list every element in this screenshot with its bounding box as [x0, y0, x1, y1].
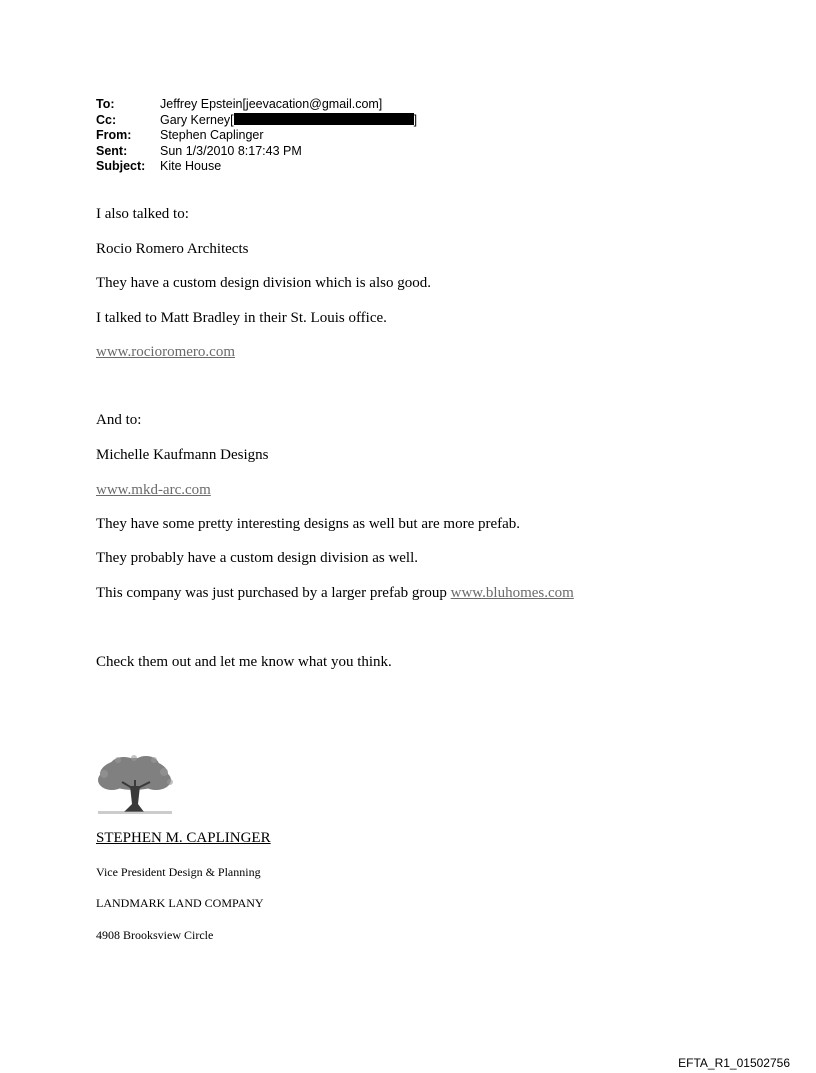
subject-label: Subject: [96, 159, 146, 173]
body-paragraph: And to: [96, 412, 142, 428]
rocioromero-link-line [96, 343, 235, 361]
signature-address: 4908 Brooksview Circle [96, 928, 214, 942]
from-value: Stephen Caplinger [160, 128, 264, 142]
body-paragraph: They probably have a custom design division as well. [96, 550, 419, 566]
body-paragraph: I also talked to: [96, 206, 189, 222]
body-paragraph: Check them out and let me know what you think. [96, 654, 392, 670]
body-paragraph-with-link [96, 584, 574, 602]
signature-company: LANDMARK LAND COMPANY [96, 896, 264, 910]
email-header [96, 97, 417, 175]
cc-row [96, 113, 417, 129]
body-paragraph: Michelle Kaufmann Designs [96, 447, 269, 463]
signature-name: STEPHEN M. CAPLINGER [96, 830, 271, 846]
cc-label: Cc: [96, 112, 117, 127]
cc-value-suffix: ] [413, 112, 418, 127]
body-paragraph: They have some pretty interesting designs as well but are more prefab. [96, 516, 521, 532]
body-paragraph: I talked to Matt Bradley in their St. Louis office. [96, 310, 387, 326]
bluhomes-link[interactable]: www.bluhomes.com [450, 585, 574, 601]
sent-row [96, 144, 417, 160]
from-label: From: [96, 128, 132, 142]
redaction-block [234, 113, 414, 125]
to-value: Jeffrey Epstein[jeevacation@gmail.com] [160, 97, 383, 111]
body-text: This company was just purchased by a larger prefab group [96, 585, 451, 601]
sent-value: Sun 1/3/2010 8:17:43 PM [160, 143, 302, 158]
subject-row [96, 159, 417, 175]
cc-value [160, 113, 417, 129]
document-id: EFTA_R1_01502756 [678, 1056, 790, 1070]
subject-value: Kite House [160, 159, 222, 173]
mkd-arc-link[interactable]: www.mkd-arc.com [96, 482, 211, 498]
sent-label: Sent: [96, 143, 128, 158]
cc-value-prefix: Gary Kerney[ [160, 112, 234, 127]
body-paragraph: Rocio Romero Architects [96, 241, 249, 257]
to-label: To: [96, 97, 115, 111]
tree-logo-icon [94, 752, 176, 816]
body-paragraph: They have a custom design division which is also good. [96, 275, 431, 291]
to-row [96, 97, 417, 113]
from-row [96, 128, 417, 144]
mkd-link-line [96, 481, 211, 499]
rocioromero-link[interactable]: www.rocioromero.com [96, 344, 235, 360]
signature-title: Vice President Design & Planning [96, 865, 261, 879]
